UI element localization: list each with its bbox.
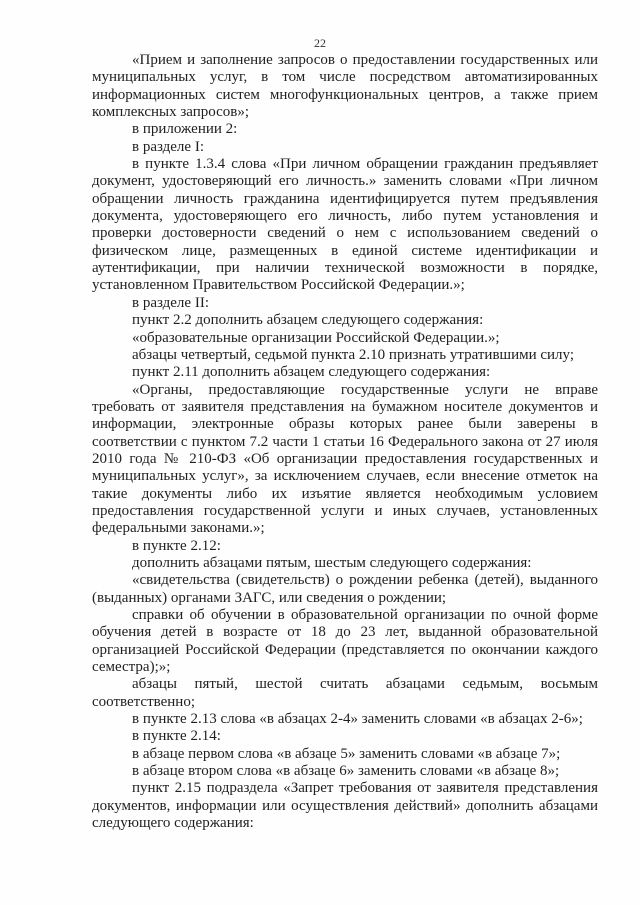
paragraph: в разделе I: <box>132 138 204 155</box>
paragraph: в разделе II: <box>132 294 209 311</box>
paragraph: в пункте 2.14: <box>132 728 221 745</box>
page-number: 22 <box>314 36 326 50</box>
paragraph: «Прием и заполнение запросов о предоставлении государственных или муниципальных услуг, в том числе посредством автоматизированных информационных систем многофункциональных центров, а также прием комплексных запросов»; <box>92 52 598 121</box>
document-body <box>92 52 598 832</box>
paragraph: дополнить абзацами пятым, шестым следующего содержания: <box>132 554 532 571</box>
paragraph: «свидетельства (свидетельств) о рождении ребенка (детей), выданного (выданных) органами ЗАГС, или сведения о рождении; <box>92 572 598 606</box>
paragraph: в пункте 1.3.4 слова «При личном обращении гражданин предъявляет документ, удостоверяющий его личность.» заменить словами «При личном обращении личность гражданина идентифицируется путем предъявления документа, удостоверяющего его личность, либо путем установления и проверки достоверности сведений о нем с использованием сведений о физическом лице, размещенных в единой системе идентификации и аутентификации, при наличии технической возможности в порядке, установленном Правительством Российской Федерации.»; <box>92 156 598 294</box>
paragraph: в пункте 2.12: <box>132 537 221 554</box>
paragraph: в абзаце первом слова «в абзаце 5» заменить словами «в абзаце 7»; <box>132 745 561 762</box>
paragraph: в абзаце втором слова «в абзаце 6» заменить словами «в абзаце 8»; <box>132 763 560 780</box>
paragraph: «образовательные организации Российской Федерации.»; <box>132 329 500 346</box>
paragraph: пункт 2.15 подраздела «Запрет требования от заявителя представления документов, информации или осуществления действий» дополнить абзацами следующего содержания: <box>92 780 598 832</box>
paragraph: абзацы четвертый, седьмой пункта 2.10 признать утратившими силу; <box>132 346 575 363</box>
paragraph: в пункте 2.13 слова «в абзацах 2-4» заменить словами «в абзацах 2-6»; <box>132 711 583 728</box>
paragraph: справки об обучении в образовательной организации по очной форме обучения детей в возрасте от 18 до 23 лет, выданной образовательной организацией Российской Федерации (представляется по окончании каждого семестра);»; <box>92 607 598 676</box>
paragraph: абзацы пятый, шестой считать абзацами седьмым, восьмым соответственно; <box>92 676 598 710</box>
paragraph: «Органы, предоставляющие государственные услуги не вправе требовать от заявителя представления на бумажном носителе документов и информации, электронные образы которых ранее были заверены в соответствии с пунктом 7.2 части 1 статьи 16 Федерального закона от 27 июля 2010 года № 210-ФЗ «Об организации предоставления государственных и муниципальных услуг», за исключением случаев, если внесение отметок на такие документы либо их изъятие является необходимым условием предоставления государственной услуги и иных случаев, установленных федеральными законами.»; <box>92 381 598 537</box>
paragraph: пункт 2.2 дополнить абзацем следующего содержания: <box>132 312 484 329</box>
paragraph: в приложении 2: <box>132 121 238 138</box>
paragraph: пункт 2.11 дополнить абзацем следующего содержания: <box>132 364 491 381</box>
